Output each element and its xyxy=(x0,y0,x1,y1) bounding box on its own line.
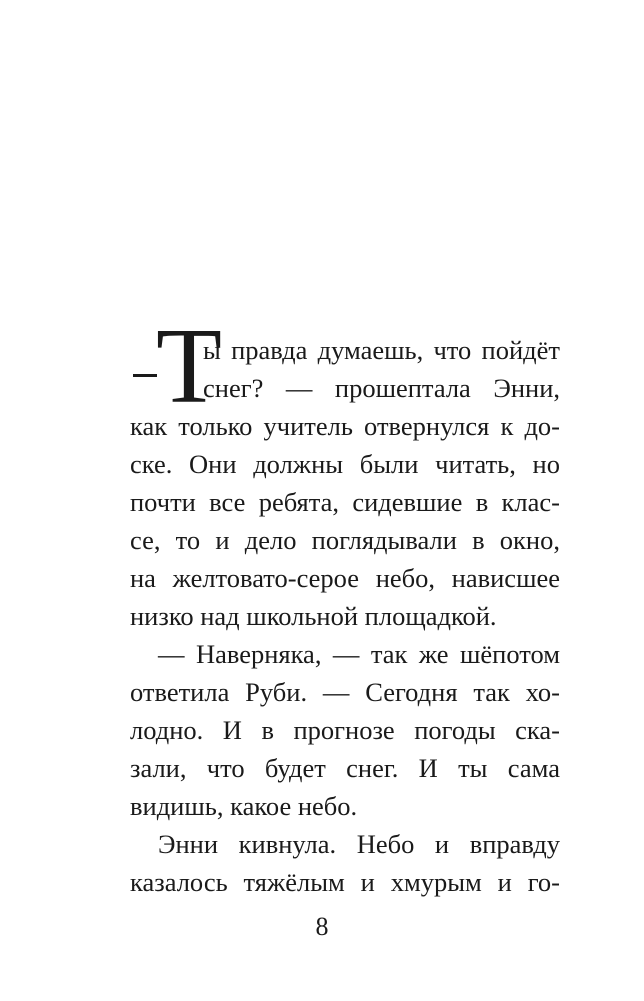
text-line: Энни кивнула. Небо и вправду xyxy=(158,829,560,859)
text-line: ы правда думаешь, что пойдёт xyxy=(203,335,560,365)
drop-cap-letter: Т xyxy=(156,307,222,426)
text-line: как только учитель отвернулся к до- xyxy=(130,411,560,441)
text-line: се, то и дело поглядывали в окно, xyxy=(130,525,560,555)
text-line: на желтовато-серое небо, нависшее xyxy=(130,563,560,593)
text-line: видишь, какое небо. xyxy=(130,791,358,821)
text-line: ответила Руби. — Сегодня так хо- xyxy=(130,677,560,707)
text-line: — Наверняка, — так же шёпотом xyxy=(158,639,560,669)
text-line: низко над школьной площадкой. xyxy=(130,601,497,631)
page-number: 8 xyxy=(315,912,329,941)
text-line: снег? — прошептала Энни, xyxy=(203,373,560,403)
text-line: почти все ребята, сидевшие в клас- xyxy=(130,487,560,517)
text-line: казалось тяжёлым и хмурым и го- xyxy=(130,867,560,897)
text-line: лодно. И в прогнозе погоды ска- xyxy=(130,715,560,745)
drop-cap-dash xyxy=(133,374,157,377)
text-line: ске. Они должны были читать, но xyxy=(130,449,560,479)
text-line: зали, что будет снег. И ты сама xyxy=(130,753,560,783)
